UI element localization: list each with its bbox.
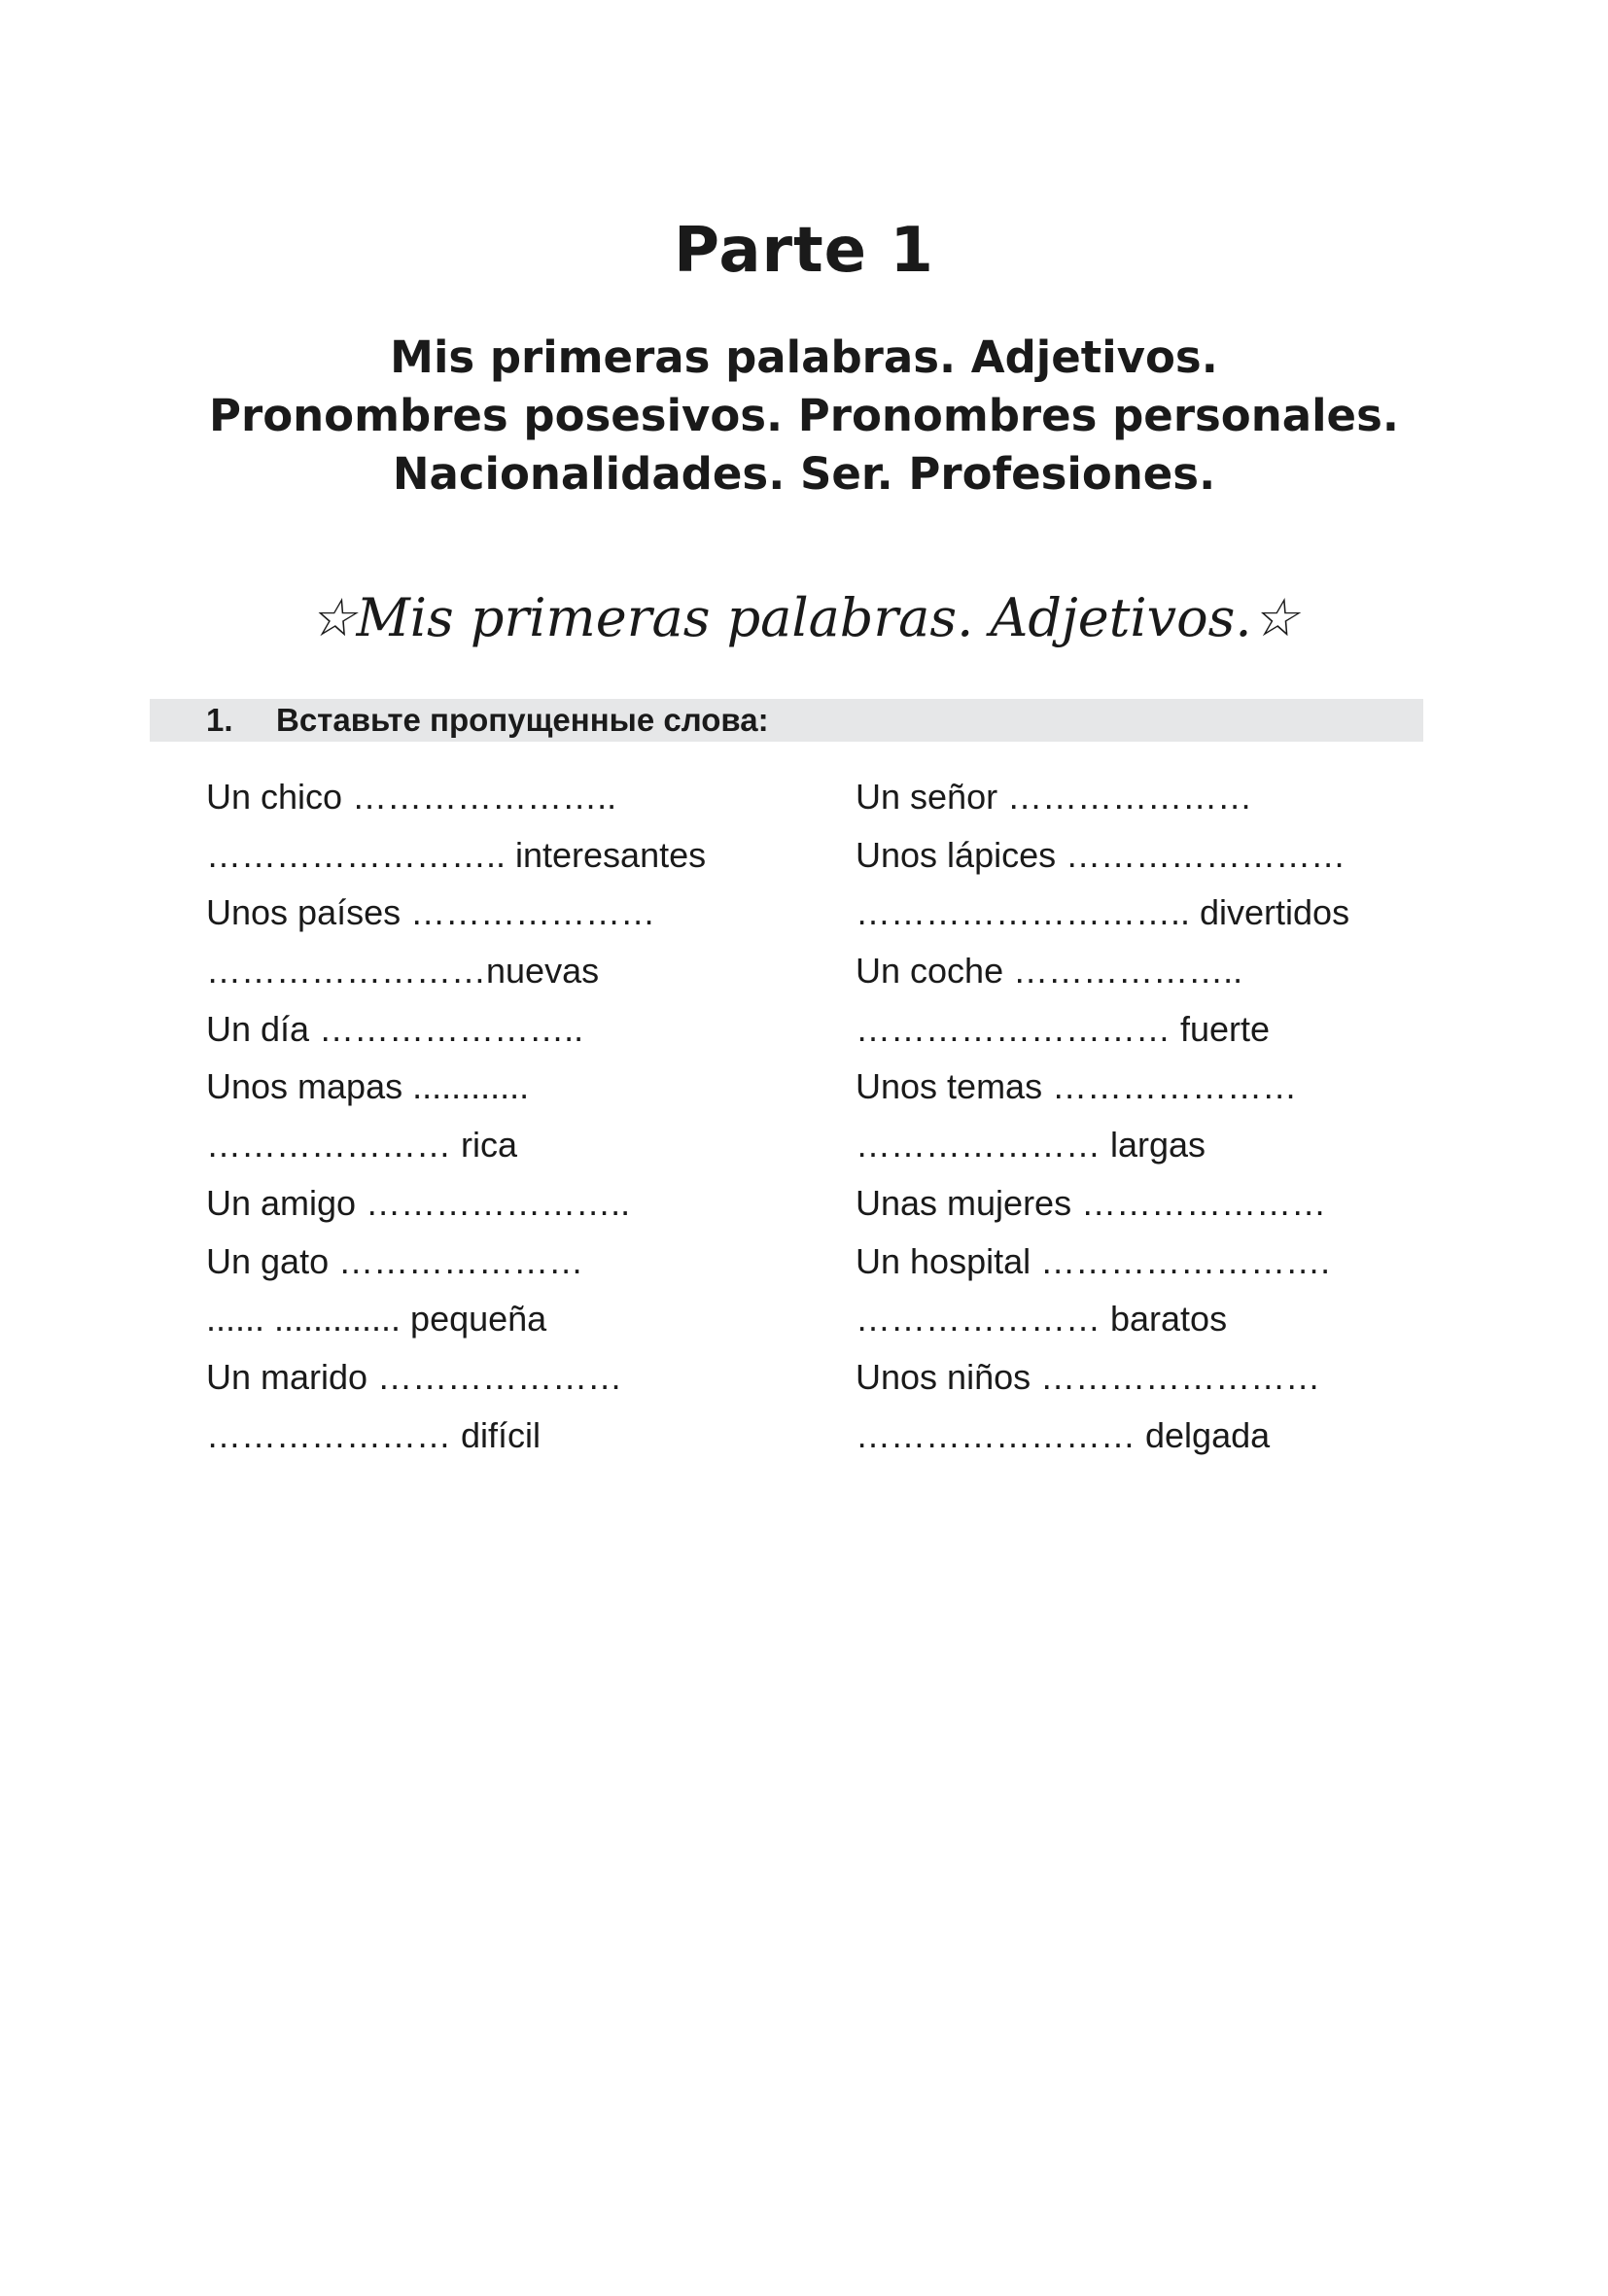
- list-item: ……………………nuevas: [206, 951, 600, 991]
- list-item: ...... ............. pequeña: [206, 1299, 547, 1339]
- list-item: Un chico …………………..: [206, 777, 617, 817]
- subtitle-line-1: Mis primeras palabras. Adjetivos.: [390, 331, 1218, 383]
- part-title: Parte 1: [674, 215, 934, 287]
- subtitle-line-2: Pronombres posesivos. Pronombres personales.: [209, 390, 1399, 441]
- subtitle: [0, 329, 1608, 504]
- exercise-header: [150, 699, 1423, 742]
- left-column: [206, 768, 828, 1464]
- list-item: Unos niños ……………………: [856, 1356, 1321, 1397]
- list-item: Un coche ………………..: [856, 951, 1243, 991]
- list-item: Unos países …………………: [206, 892, 656, 933]
- subtitle-line-3: Nacionalidades. Ser. Profesiones.: [392, 448, 1216, 500]
- exercise-instruction: Вставьте пропущенные слова:: [276, 702, 769, 738]
- list-item: Un día …………………..: [206, 1008, 584, 1049]
- list-item: Unos temas …………………: [856, 1066, 1298, 1107]
- list-item: Unas mujeres …………………: [856, 1182, 1327, 1223]
- list-item: ………………… rica: [206, 1125, 518, 1165]
- list-item: ………………… baratos: [856, 1299, 1228, 1339]
- list-item: Un gato …………………: [206, 1240, 584, 1281]
- list-item: Un señor …………………: [856, 777, 1253, 817]
- list-item: ……………………… fuerte: [856, 1008, 1271, 1049]
- list-item: Unos mapas ............: [206, 1066, 530, 1107]
- list-item: Un marido …………………: [206, 1356, 623, 1397]
- list-item: ……………………….. divertidos: [856, 892, 1350, 933]
- list-item: Unos lápices ……………………: [856, 834, 1346, 875]
- exercise-number: 1.: [206, 702, 233, 738]
- list-item: …………………….. interesantes: [206, 834, 707, 875]
- list-item: ………………… difícil: [206, 1414, 542, 1455]
- section-heading: ☆Mis primeras palabras. Adjetivos.☆: [309, 587, 1299, 648]
- list-item: ………………… largas: [856, 1125, 1206, 1165]
- right-column: [856, 768, 1478, 1464]
- list-item: Un amigo …………………..: [206, 1182, 631, 1223]
- list-item: Un hospital …………………….: [856, 1240, 1331, 1281]
- list-item: …………………… delgada: [856, 1414, 1271, 1455]
